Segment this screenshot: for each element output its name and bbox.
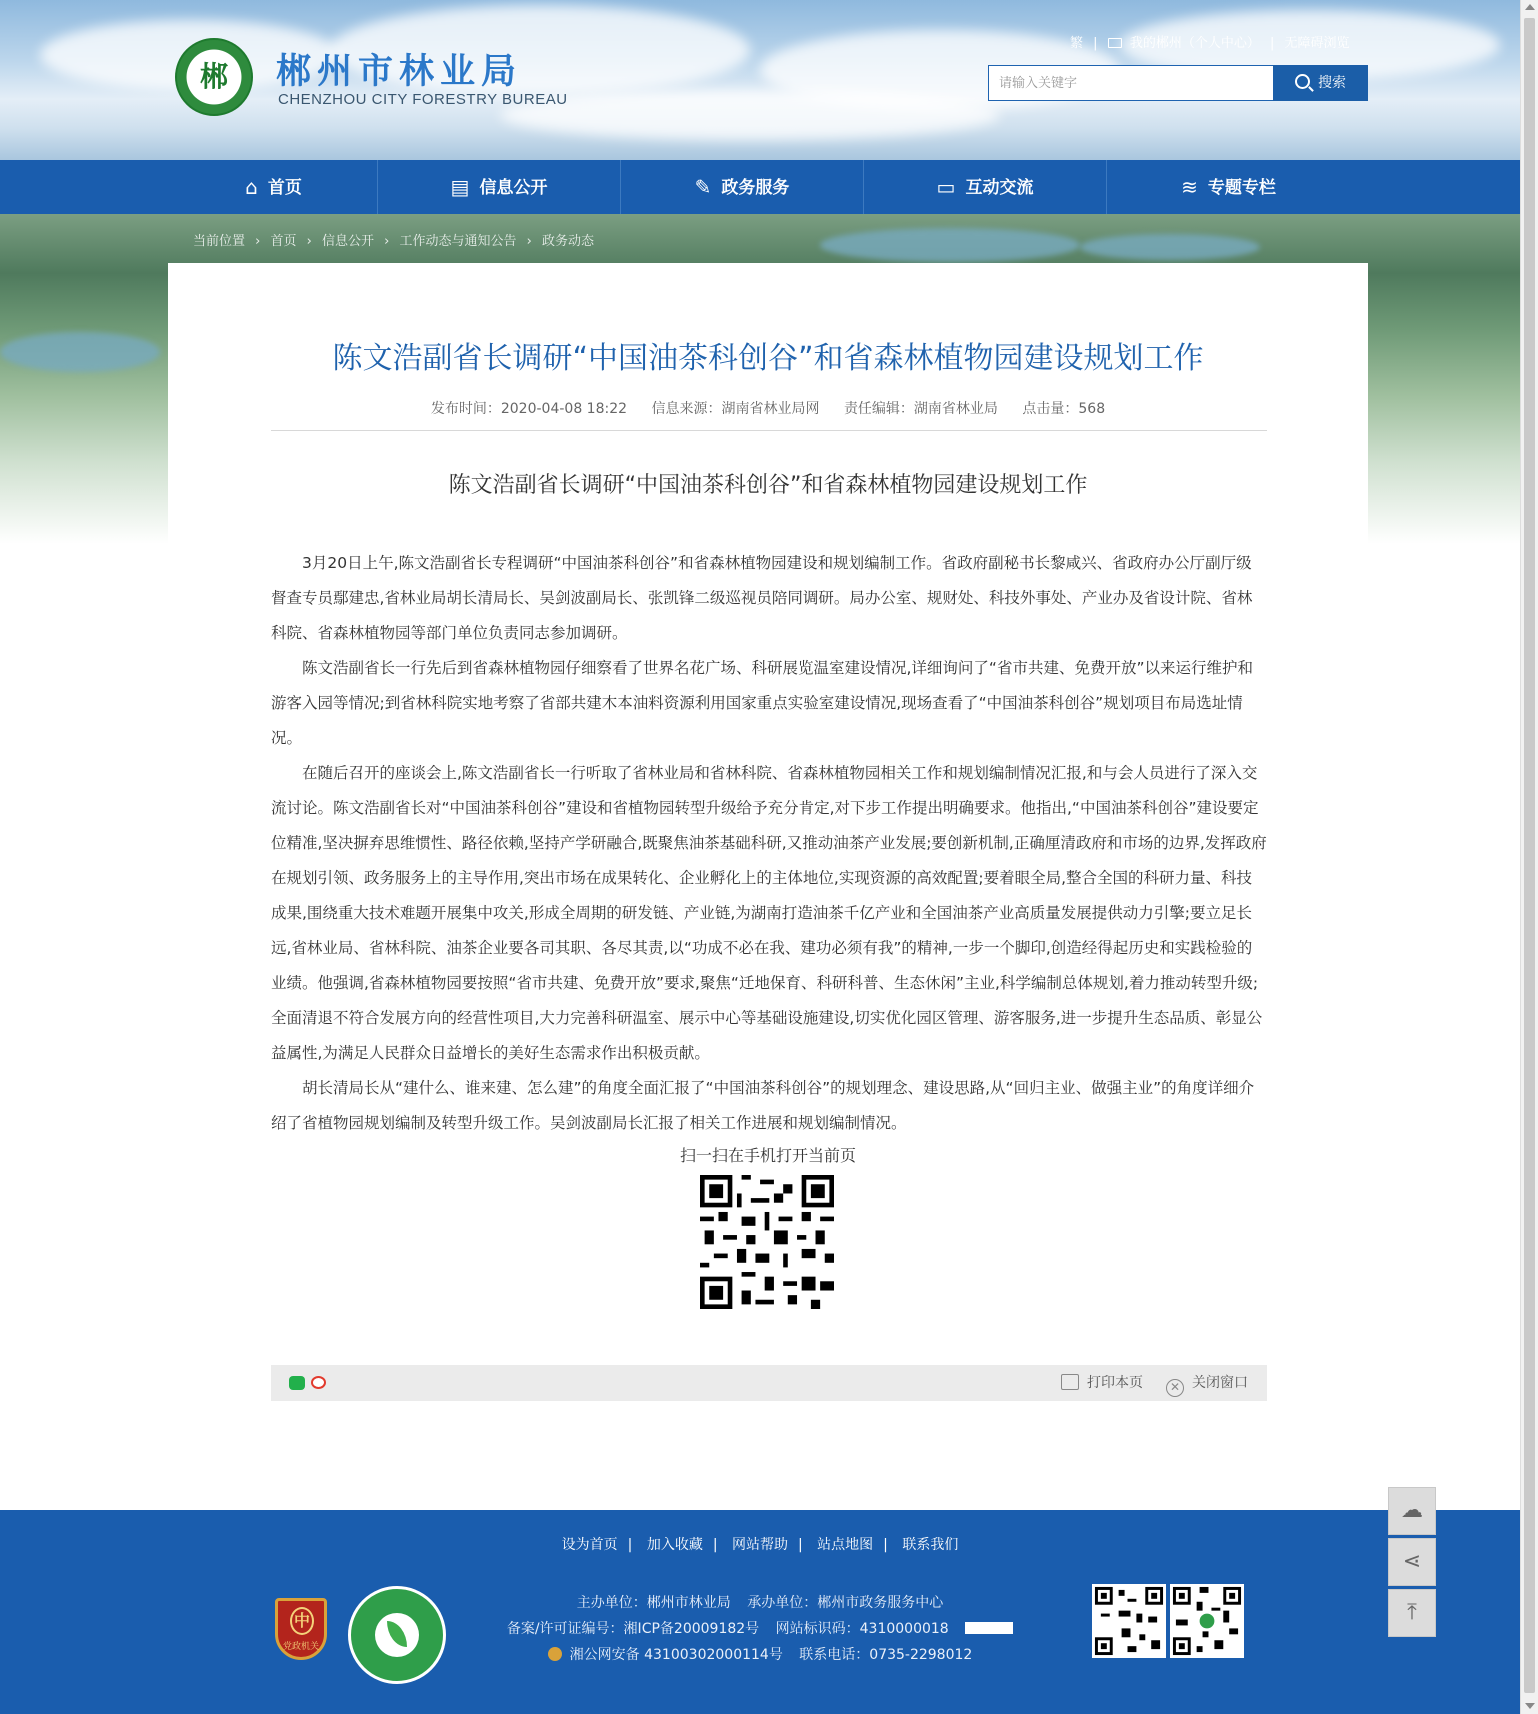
article-headline: 陈文浩副省长调研“中国油茶科创谷”和省森林植物园建设规划工作 [332, 341, 1204, 376]
edit-icon: ✎ [694, 175, 712, 199]
article-paragraph: 胡长清局长从“建什么、谁来建、怎么建”的角度全面汇报了“中国油茶科创谷”的规划理念、建设思路,从“回归主业、做强主业”的角度详细介绍了省植物园规划编制及转型升级工作。吴剑波副局长汇报了相关工作进展和规划编制情况。 [271, 1079, 1255, 1132]
organizer-text: 承办单位：郴州市政务服务中心 [747, 1595, 944, 1611]
site-subtitle: CHENZHOU CITY FORESTRY BUREAU [278, 91, 568, 108]
breadcrumb-separator: › [384, 234, 390, 249]
nav-item-special-topics[interactable] [1107, 160, 1350, 214]
nav-label: 政务服务 [721, 178, 790, 198]
footer-link-help[interactable]: 网站帮助 [732, 1537, 788, 1553]
print-page-button[interactable] [1061, 1365, 1143, 1401]
publish-time: 发布时间：2020-04-08 18:22 [430, 401, 628, 417]
footer-link-contact[interactable]: 联系我们 [902, 1537, 959, 1553]
printer-icon [1061, 1374, 1079, 1390]
share-icon: ⋖ [1402, 1549, 1422, 1574]
separator: | [1093, 36, 1098, 51]
site-code-text: 网站标识码：4310000018 [775, 1621, 949, 1637]
nav-item-interaction[interactable] [864, 160, 1107, 214]
arrow-up-icon: ⤒ [1407, 1600, 1417, 1625]
scrollbar-thumb[interactable] [1524, 18, 1535, 1693]
breadcrumb-separator: › [255, 234, 261, 249]
close-window-button[interactable] [1166, 1365, 1248, 1401]
wechat-icon: ☁ [1401, 1498, 1423, 1523]
my-chenzhou-link[interactable]: 我的郴州（个人中心） [1129, 36, 1260, 51]
document-icon: ▤ [450, 175, 470, 199]
qr-caption: 扫一扫在手机打开当前页 [679, 1146, 856, 1165]
scroll-down-arrow-icon[interactable] [1525, 1703, 1535, 1709]
nav-label: 互动交流 [965, 178, 1034, 198]
nav-item-info-disclosure[interactable] [378, 160, 621, 214]
nav-label: 信息公开 [479, 178, 548, 198]
back-to-top-button[interactable] [1388, 1589, 1436, 1637]
article-meta [168, 398, 1368, 418]
party-emblem-icon: 中 [290, 1607, 314, 1635]
article-body [271, 546, 1267, 1141]
divider [271, 430, 1267, 431]
separator: | [627, 1537, 633, 1553]
search-button[interactable] [1273, 65, 1368, 101]
view-count: 点击量：568 [1022, 401, 1106, 417]
layers-icon: ≋ [1181, 175, 1198, 199]
cnzz-stat-icon[interactable] [965, 1622, 1013, 1634]
home-icon: ⌂ [245, 175, 258, 199]
breadcrumb-label: 当前位置 [193, 234, 246, 249]
info-source: 信息来源：湖南省林业局网 [651, 401, 820, 417]
police-record-link[interactable]: 湘公网安备 43100302000114号 [569, 1647, 783, 1663]
site-footer [0, 1510, 1520, 1714]
site-title: 郴州市林业局 [276, 51, 523, 92]
main-nav [0, 160, 1520, 214]
police-badge-icon [548, 1647, 562, 1661]
window-scrollbar[interactable] [1520, 0, 1538, 1714]
separator: | [712, 1537, 718, 1553]
article-paragraph: 在随后召开的座谈会上,陈文浩副省长一行听取了省林业局和省林科院、省森林植物园相关工作和规划编制情况汇报,和与会人员进行了深入交流讨论。陈文浩副省长对“中国油茶科创谷”建设和省植物园转型升级给予充分肯定,对下步工作提出明确要求。他指出,“中国油茶科创谷”建设要定位精准,坚决摒弃思维惯性、路径依赖,坚持产学研融合,既聚焦油茶基础科研,又推动油茶产业发展;要创新机制,正确厘清政府和市场的边界,发挥政府在规划引领、政务服务上的主导作用,突出市场在成果转化、企业孵化上的主体地位,实现资源的高效配置;要着眼全局,整合全国的科研力量、科技成果,围绕重大技术难题开展集中攻关,形成全周期的研发链、产业链,为湖南打造油茶千亿产业和全国油茶产业高质量发展提供动力引擎;要立足长远,省林业局、省林科院、油茶企业要各司其职、各尽其责,以“功成不必在我、建功必须有我”的精神,一步一个脚印,创造经得起历史和实践检验的业绩。他强调,省森林植物园要按照“省市共建、免费开放”要求,聚焦“迁地保育、科研科普、生态休闲”主业,科学编制总体规划,着力推动转型升级;全面清退不符合发展方向的经营性项目,大力完善科研温室、展示中心等基础设施建设,切实优化园区管理、游客服务,进一步提升生态品质、彰显公益属性,为满足人民群众日益增长的美好生态需求作出积极贡献。 [271, 764, 1267, 1062]
breadcrumb-separator: › [526, 234, 532, 249]
weibo-share-icon[interactable] [311, 1376, 326, 1389]
breadcrumb-separator: › [306, 234, 312, 249]
footer-qr-code-app [1170, 1584, 1244, 1658]
icp-link[interactable]: 备案/许可证编号：湘ICP备20009182号 [506, 1621, 760, 1637]
footer-info-row [0, 1590, 1520, 1616]
article-paragraph: 3月20日上午,陈文浩副省长专程调研“中国油茶科创谷”和省森林植物园建设和规划编制工作。省政府副秘书长黎咸兴、省政府办公厅副厅级督查专员鄢建忠,省林业局胡长清局长、吴剑波副局长、张凯锋二级巡视员陪同调研。局办公室、规财处、科技外事处、产业办及省设计院、省林科院、省森林植物园等部门单位负责同志参加调研。 [271, 554, 1253, 642]
close-icon: ✕ [1166, 1379, 1184, 1397]
article-card [168, 263, 1368, 1523]
print-label: 打印本页 [1087, 1375, 1143, 1391]
footer-info [0, 1590, 1520, 1668]
wechat-share-icon[interactable] [289, 1376, 305, 1390]
close-label: 关闭窗口 [1192, 1375, 1248, 1391]
accessibility-link[interactable]: 无障碍浏览 [1284, 36, 1350, 51]
search-icon [1295, 74, 1310, 89]
search-button-label: 搜索 [1318, 75, 1346, 91]
breadcrumb [193, 230, 600, 249]
nav-item-gov-services[interactable] [621, 160, 864, 214]
party-badge-label: 党政机关 [282, 1642, 319, 1652]
side-wechat-button[interactable] [1388, 1487, 1436, 1535]
search-input[interactable]: 请输入关键字 [988, 65, 1274, 101]
separator: | [798, 1537, 803, 1553]
scroll-up-arrow-icon[interactable] [1525, 4, 1535, 10]
footer-link-set-home[interactable]: 设为首页 [561, 1537, 618, 1553]
phone-text: 联系电话：0735-2298012 [799, 1647, 973, 1663]
traditional-chinese-link[interactable]: 繁 [1070, 36, 1084, 51]
footer-qr-code-weixin [1092, 1584, 1166, 1658]
page-qr-code [700, 1175, 834, 1309]
monitor-icon [1108, 38, 1122, 48]
separator: | [1269, 36, 1275, 51]
breadcrumb-home[interactable]: 首页 [270, 234, 297, 249]
site-logo[interactable] [175, 38, 253, 116]
breadcrumb-info[interactable]: 信息公开 [322, 234, 375, 249]
responsible-editor: 责任编辑：湖南省林业局 [843, 401, 998, 417]
footer-links [0, 1534, 1520, 1554]
article-paragraph: 陈文浩副省长一行先后到省森林植物园仔细察看了世界名花广场、科研展览温室建设情况,详细询问了“省市共建、免费开放”以来运行维护和游客入园等情况;到省林科院实地考察了省部共建木本油料资源利用国家重点实验室建设情况,现场查看了“中国油茶科创谷”规划项目布局选址情况。 [271, 659, 1253, 747]
nav-label: 首页 [267, 178, 302, 198]
breadcrumb-current[interactable]: 政务动态 [542, 234, 595, 249]
footer-info-row [0, 1642, 1520, 1668]
nav-item-home[interactable] [170, 160, 378, 214]
footer-link-sitemap[interactable]: 站点地图 [817, 1537, 874, 1553]
chat-icon: ▭ [936, 175, 956, 199]
share-toolbar [271, 1365, 1267, 1401]
logo-emblem-icon: 郴 [199, 60, 228, 93]
footer-info-row [0, 1616, 1520, 1642]
nav-label: 专题专栏 [1207, 178, 1276, 198]
sponsor-text: 主办单位：郴州市林业局 [576, 1595, 731, 1611]
top-utility-links [1070, 32, 1350, 51]
side-share-button[interactable] [1388, 1538, 1436, 1586]
breadcrumb-work[interactable]: 工作动态与通知公告 [399, 234, 517, 249]
footer-link-bookmark[interactable]: 加入收藏 [646, 1537, 703, 1553]
article-subheading: 陈文浩副省长调研“中国油茶科创谷”和省森林植物园建设规划工作 [448, 473, 1088, 498]
separator: | [883, 1537, 888, 1553]
